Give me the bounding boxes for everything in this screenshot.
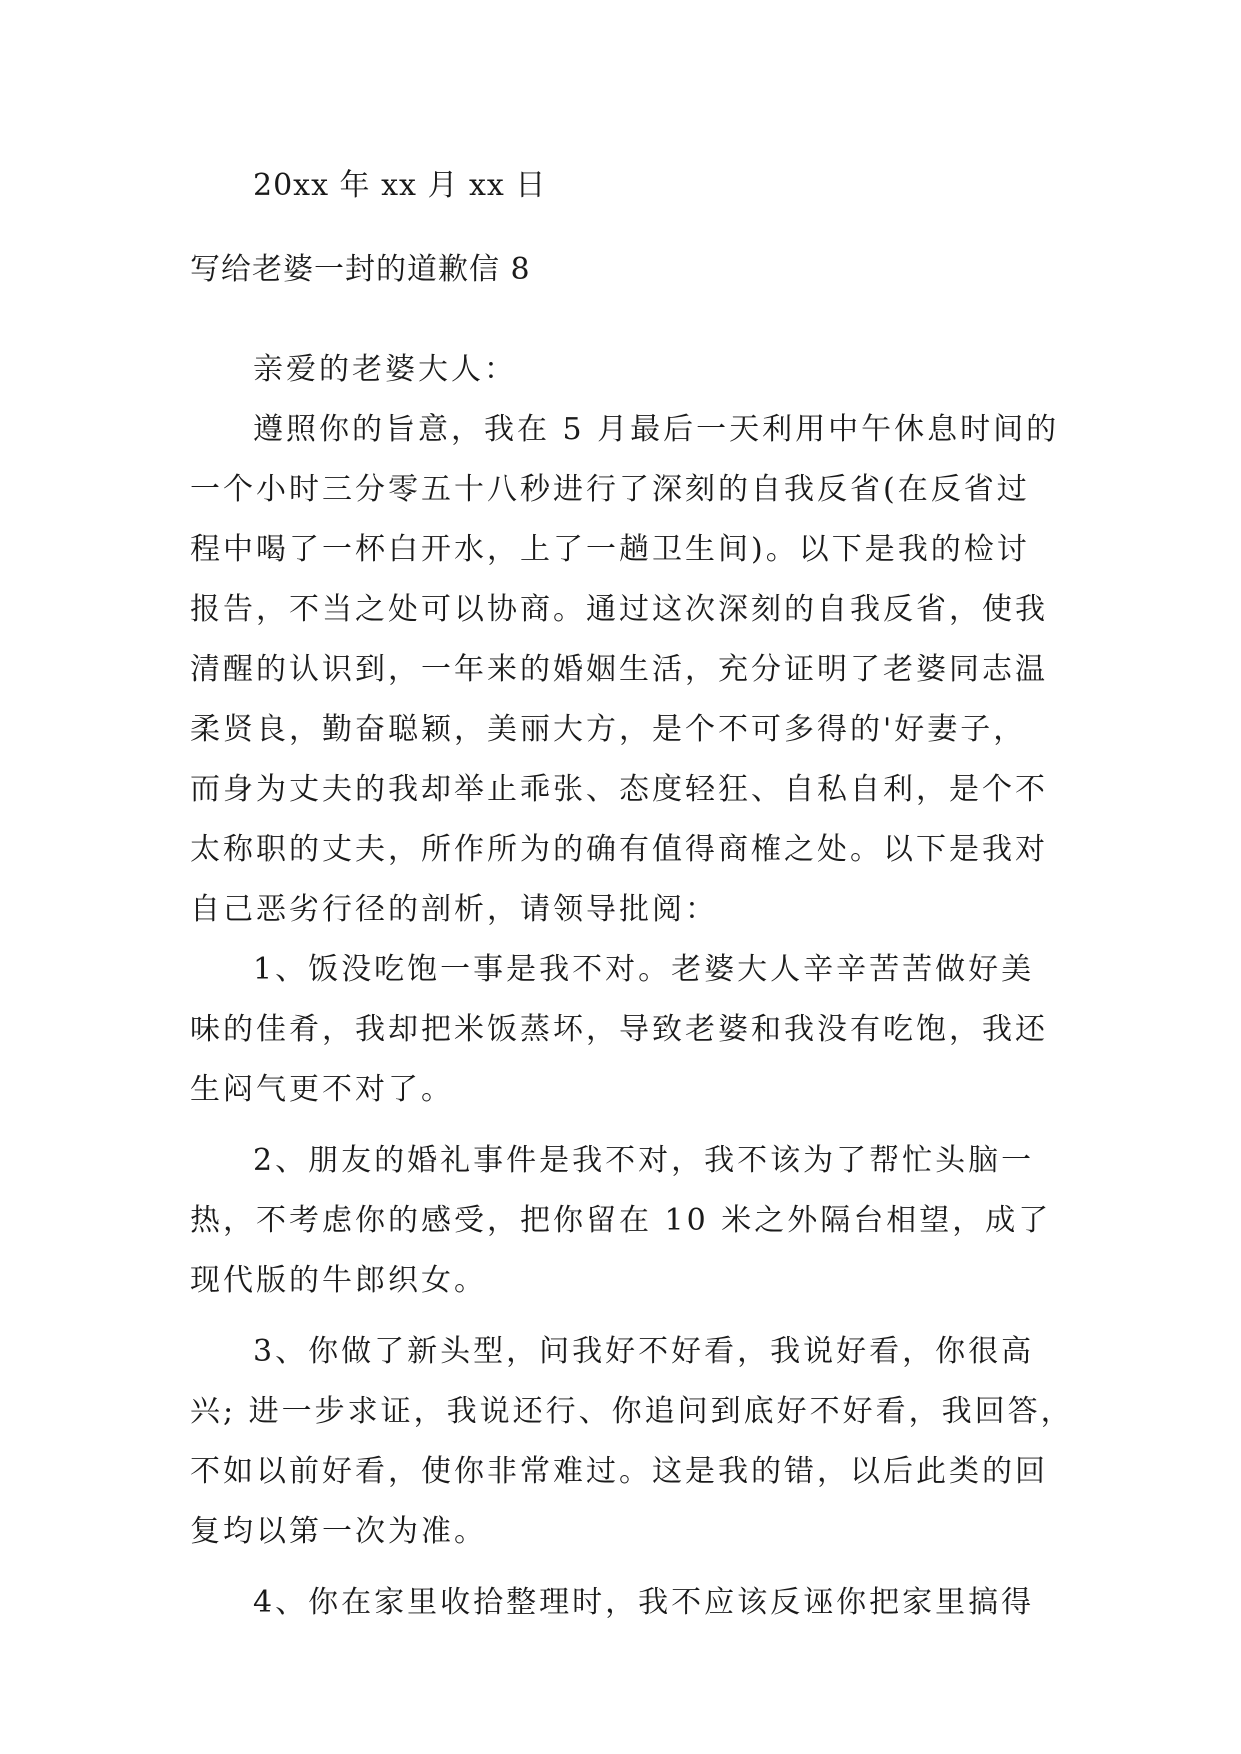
- paragraph-line: 一个小时三分零五十八秒进行了深刻的自我反省(在反省过: [190, 472, 1030, 507]
- paragraph-line: 现代版的牛郎织女。: [190, 1263, 487, 1298]
- letter-date: 20xx 年 xx 月 xx 日: [253, 168, 547, 203]
- paragraph-line: 4、你在家里收拾整理时，我不应该反诬你把家里搞得: [253, 1585, 1035, 1620]
- paragraph-line: 热，不考虑你的感受，把你留在 10 米之外隔台相望，成了: [190, 1203, 1052, 1238]
- paragraph-line: 而身为丈夫的我却举止乖张、态度轻狂、自私自利，是个不: [190, 772, 1048, 807]
- paragraph-line: 程中喝了一杯白开水，上了一趟卫生间)。以下是我的检讨: [190, 532, 1030, 567]
- paragraph-line: 清醒的认识到，一年来的婚姻生活，充分证明了老婆同志温: [190, 652, 1048, 687]
- paragraph-line: 复均以第一次为准。: [190, 1514, 487, 1549]
- paragraph-line: 柔贤良，勤奋聪颖，美丽大方，是个不可多得的'好妻子，: [190, 712, 1027, 747]
- paragraph-item-1: [190, 940, 1050, 1120]
- greeting: 亲爱的老婆大人：: [253, 352, 517, 387]
- paragraph-line: 兴; 进一步求证，我说还行、你追问到底好不好看，我回答，: [190, 1394, 1074, 1429]
- paragraph-line: 3、你做了新头型，问我好不好看，我说好看，你很高: [253, 1334, 1035, 1369]
- paragraph-line: 2、朋友的婚礼事件是我不对，我不该为了帮忙头脑一: [253, 1143, 1035, 1178]
- paragraph-line: 遵照你的旨意，我在 5 月最后一天利用中午休息时间的: [253, 412, 1060, 447]
- paragraph-line: 味的佳肴，我却把米饭蒸坏，导致老婆和我没有吃饱，我还: [190, 1012, 1048, 1047]
- paragraph-line: 生闷气更不对了。: [190, 1072, 454, 1107]
- paragraph-line: 1、饭没吃饱一事是我不对。老婆大人辛辛苦苦做好美: [253, 952, 1035, 987]
- paragraph-item-3: [190, 1322, 1074, 1562]
- paragraph-intro: [190, 400, 1060, 940]
- paragraph-spacer: [190, 1562, 1050, 1573]
- paragraph-item-2: [190, 1131, 1050, 1311]
- paragraph-spacer: [190, 1120, 1050, 1131]
- letter-title: 写给老婆一封的道歉信 8: [190, 252, 531, 287]
- letter-body: [190, 340, 1074, 1633]
- paragraph-spacer: [190, 1311, 1050, 1322]
- paragraph-item-4: [190, 1573, 1050, 1633]
- paragraph-line: 太称职的丈夫，所作所为的确有值得商榷之处。以下是我对: [190, 832, 1048, 867]
- paragraph-line: 不如以前好看，使你非常难过。这是我的错，以后此类的回: [190, 1454, 1048, 1489]
- paragraph-line: 报告，不当之处可以协商。通过这次深刻的自我反省，使我: [190, 592, 1048, 627]
- paragraph-line: 自己恶劣行径的剖析，请领导批阅：: [190, 892, 718, 927]
